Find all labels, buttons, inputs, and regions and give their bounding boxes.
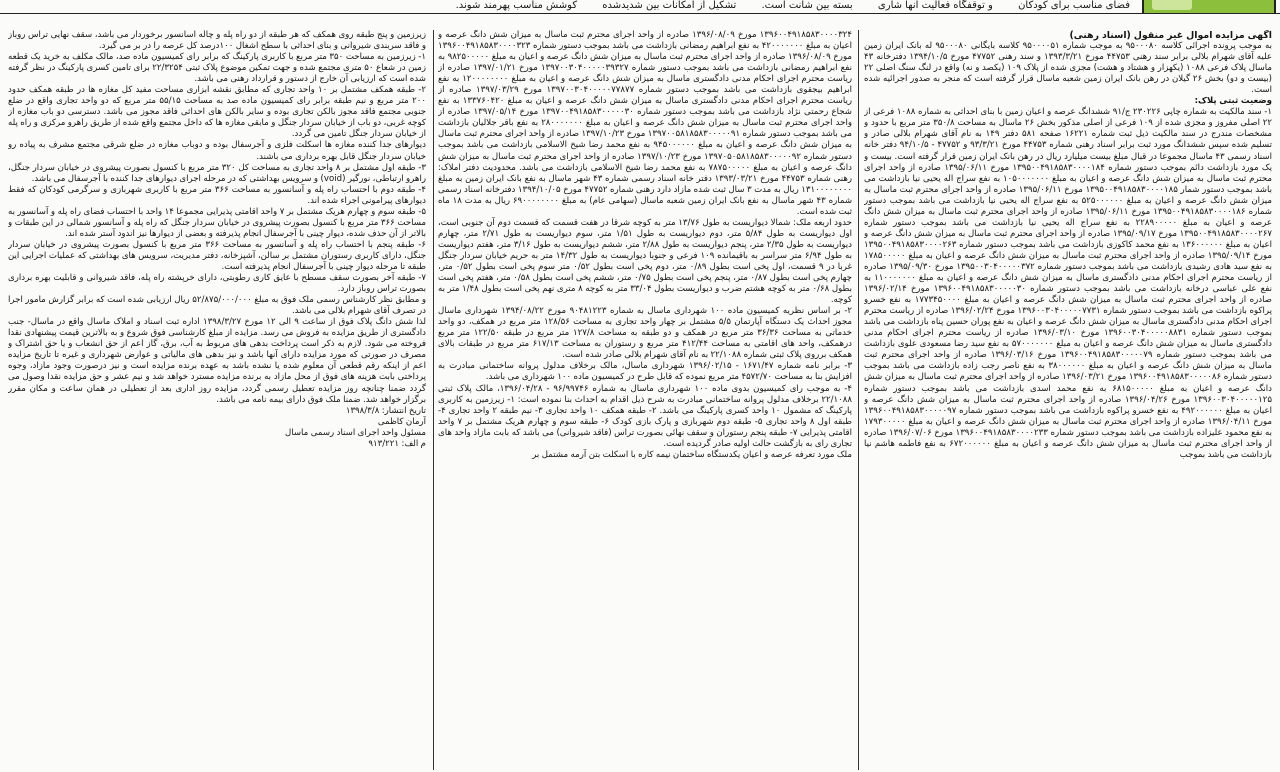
article-columns xyxy=(8,30,1272,770)
paragraph: ملک مورد تعرفه عرصه و اعیان یکدستگاه ساختمان نیمه کاره با اسکلت بتن آرمه مشتمل بر xyxy=(532,449,852,460)
newspaper-logo-icon xyxy=(1142,0,1276,14)
header-fragment: کوشش مناسب پهرمند شوند. xyxy=(455,0,578,11)
header-fragment: بسته بین شانت است. xyxy=(761,0,853,11)
paragraph: ۲- بر اساس نظریه کمیسیون ماده ۱۰۰ شهرداری ماسال به شماره ۹۰۴۸۱۲۲۳ مورخ ۱۳۹۴/۰۸/۲۲ شهرداری ماسال مجوز احداث یک دستگاه آپارتمان ۵/۵ مشتمل بر چهار واحد تجاری به مساحت ۱۲۸/۵۶ متر مربع در همکف، دو واحد خدماتی به مساحت ۳۶/۳۶ متر مربع در همکف و دو طبقه به مساحت ۱۲۷/۸ متر مربع در طبقه ۱۲۲/۵۰ متر مربع درهمکف، واحد های اقامتی به مساحت ۴۱۲/۴۴ متر مربع و رستوران به مساحت ۶۱۷/۱۳ متر مربع در طبقات بالای همکف برروی پلاک ثبتی شماره ۲۲/۱۰۸۸ به نام آقای شهرام بلالی صادر شده است. xyxy=(438,306,852,361)
header-text-line xyxy=(434,0,1130,12)
section-heading: وضعیت ثبتی پلاک: xyxy=(1194,96,1272,107)
paragraph: دیوارهای جدا کننده مغازه ها اسکلت فلزی و آجرسفال بوده و دوباب مغازه در ضلع شرقی مجتمع مشرف به پیاده رو خیابان سردار جنگل قابل بهره برداری می باشند. xyxy=(8,140,426,162)
paragraph: زیرزمین و پنج طبقه روی همکف که هر طبقه از دو راه پله و چاله آسانسور برخوردار می باشد، سقف نهایی تراس روباز و فاقد سربندی شیروانی و بنای احداثی با سطح اشغال ۱۰۰درصد کل عرصه را در بر می گیرد. xyxy=(8,30,426,52)
paragraph: به موجب پرونده اجرائی کلاسه ۹۵۰۰۰۸۰ به موجب شماره ۹۵۰۰۰۰۵۱ کلاسه بایگانی ۹۵۰۰۰۸۰ له بانک ایران زمین علیه آقای شهرام بلالی برابر سند رهنی ۴۴۷۵۳ مورخ ۱۳۹۳/۳/۲۱ و سند رهنی ۴۷۷۵۲ مورخ ۱۳۹۴/۱۰/۵ دفترخانه ۴۳ ماسال پلاک فرعی ۱۰۸۸ (یکهزار و هشتاد و هشت) مجزی شده از پلاک ۱۰۹ (یکصد و نه) واقع در لنگ سنگ اصلی ۲۲ (بیست و دو) بخش ۲۶ گیلان در رهن بانک ایران زمین شعبه ماسال قرار گرفته است که منجر به صدور اجرائیه شده است. xyxy=(864,41,1272,96)
paragraph: و مطابق نظر کارشناس رسمی ملک فوق به مبلغ ۵۲/۸۷۵/۰۰۰/۰۰۰ ریال ارزیابی شده است که برابر گزارش مامور اجرا در تصرف آقای شهرام بلالی می باشد. xyxy=(8,295,426,317)
column-right xyxy=(864,30,1272,770)
notice-title: آگهی مزایده اموال غیر منقول (اسناد رهنی) xyxy=(1069,30,1272,41)
header-fragment: تشکیل از امکانات بین شدیدشده xyxy=(602,0,737,11)
signatory-title: مسئول واحد اجرای اسناد رسمی ماسال xyxy=(284,427,426,438)
reference-code: م الف: ۹۱۳/۲۲۱ xyxy=(368,438,426,449)
paragraph: حدود اربعه ملک: شمالا دیواریست به طول ۱۳/۷۶ متر به کوچه شرقا در هفت قسمت که قسمت دوم آن جنوبی است، اول دیواریست به طول ۵/۸۴ متر، دوم دیواریست به طول ۱/۵۱ متر، سوم دیواریست به طول ۲/۷۱ متر، چهارم دیواریست به طول ۲/۳۵ متر، پنجم دیواریست به طول ۲/۸۸ متر، ششم دیواریست به طول ۳/۱۶ متر، هفتم دیواریست به طول ۶/۹۴ متر سراسر به باقیمانده ۱۰۹ فرعی و جنوبا دیواریست به طول ۱۴/۳۲ متر به حریم خیابان سردار جنگل غربا در ۹ قسمت، اول پخی است بطول ۰/۸۹ متر، دوم پخی است بطول ۰/۵۲ متر سوم پخی است بطول ۰/۵۲ متر، چهارم پخی است بطول ۰/۸۷ متر، پنجم پخی است بطول ۰/۷۵ متر، ششم پخی است بطول ۰/۵۸ متر، هفتم پخی است بطول ۰/۶۸ متر به کوچه هشتم ضرب و دیواریست بطول ۳۳/۰۴ متر به کوچه ۸ متری نهم پخی است بطول ۱/۴۸ متر به کوچه. xyxy=(438,217,852,306)
column-middle xyxy=(438,30,852,770)
top-header-strip xyxy=(0,0,1280,14)
paragraph: ۶- طبقه پنجم با احتساب راه پله و آسانسور به مساحت ۳۶۶ متر مربع با کنسول بصورت پیشروی در خیابان سردار جنگل، دارای کاربری رستوران مشتمل بر سالن، آشپزخانه، دفتر مدیریت، سرویس های بهداشتی که عملیات اجرایی این طبقه تا مرحله دیوار چینی با آجرسفال انجام پذیرفته است. xyxy=(8,239,426,272)
header-fragment: فضای مناسب برای کودکان xyxy=(1018,0,1130,11)
paragraph: ۱- زیرزمین به مساحت ۳۵۰ متر مربع با کاربری پارکینگ که برابر رای کمیسیون ماده صد، مالک مکلف به خرید یک قطعه زمین در شعاع ۵۰ متری مجتمع شده و جهت تمکین موضوع پلاک ثبتی ۲۲/۳۲۵۴ برای تامین کسری پارکینگ در نظر گرفته شده است که ارزیابی آن خارج از دستور و قرارداد رهنی می باشد. xyxy=(8,52,426,85)
paragraph: ۵- طبقه سوم و چهارم هریک مشتمل بر ۷ واحد اقامتی پذیرایی مجموعا ۱۴ واحد با احتساب فضای راه پله و آسانسور به مساحت ۳۶۶ متر مربع با کنسول بصورت پیشروی در خیابان سردار جنگل که راه پله و آسانسور شمالی در این طبقات و بالاتر از آن حذف شده، دیوار چینی با آجرسفال انجام پذیرفته و بعضی از دیوارها نیز اندود آستر شده اند. xyxy=(8,206,426,239)
paragraph: ۴- طبقه دوم با احتساب راه پله و آسانسور به مساحت ۳۶۶ متر مربع با کاربری شهربازی و سرگرمی کودکان که فقط دیوارهای پیرامونی اجراء شده اند. xyxy=(8,184,426,206)
paragraph: لذا شش دانگ پلاک فوق از ساعت ۹ الی ۱۲ مورخ ۱۳۹۸/۳/۲۷ اداره ثبت اسناد و املاک ماسال واقع در ماسال- جنب دادگستری از طریق مزایده به فروش می رسد. مزایده از مبلغ کارشناسی فوق شروع و به بالاترین قیمت پیشنهادی نقدا فروخته می شود. لازم به ذکر است پرداخت بدهی های مربوط به آب، برق، گاز اعم از حق انشعاب و یا حق اشتراک و مصرف در صورتی که مورد مزایده دارای آنها باشد و نیز بدهی های مالیاتی و عوارض شهرداری و غیره تا تاریخ مزایده اعم از اینکه رقم قطعی آن معلوم شده یا نشده باشد به عهده برنده مزایده است و نیز درصورت وجود مازاد، وجوه پرداختی بابت هزینه های فوق از محل مازاد به برنده مزایده مسترد خواهد شد و نیم عشر و حق مزایده نقدا وصول می گردد ضمنا چنانچه روز مزایده تعطیل رسمی گردد، مزایده روز اداری بعد از تعطیلی در همان ساعت و مکان مقرر برگزار خواهد شد. ضمنا ملک فوق دارای بیمه نامه می باشد. xyxy=(8,317,426,405)
column-left xyxy=(8,30,426,770)
paragraph: ۳- طبقه اول مشتمل بر ۸ واحد تجاری به مساحت کل ۳۲۰ متر مربع با کنسول بصورت پیشروی در خیابان سردار جنگل، راهرو ارتباطی، نورگیر (void) و سرویس بهداشتی که در مرحله اجرای دیوارهای جدا کننده با آجرسفال می باشد. xyxy=(8,162,426,184)
paragraph: ۱- سند مالکیت به شماره چاپی ۲۳۰۲۲۶ ج/۹۱ ششدانگ عرصه و اعیان زمین با بنای احداثی به شماره ۱۰۸۸ فرعی از ۲۲ اصلی مفروز و مجزی شده از ۱۰۹ فرعی از اصلی مذکور بخش ۲۶ ماسال به مساحت ۳۵۰/۸ متر مربع با حدود و مشخصات مندرج در سند مالکیت ذیل ثبت شماره ۱۶۲۲۱ صفحه ۵۸۱ دفتر ۱۴۹ به نام آقای شهرام بلالی صادر و تسلیم شده سپس ششدانگ مورد ثبت برابر اسناد رهنی شماره ۴۴۷۵۳ مورخ ۹۳/۳/۲۱ و ۴۷۷۵۲ - ۹۴/۱۰/۵ دفتر خانه اسناد رسمی ۴۳ ماسال مجموعا در قبال مبلغ بیست میلیارد ریال در رهن بانک ایران زمین قرار گرفته است. بیست و یک مورد بازداشت دائم بموجب دستور شماره ۱۳۹۵۰۰۴۹۱۸۵۸۳۰۰۰۰۱۸۴ مورخ ۱۳۹۵/۰۶/۱۱ صادره از واحد اجرای محترم ثبت ماسال به میزان شش دانگ عرصه و اعیان به مبلغ ۱۰۵۰۰۰۰۰۰۰ به نفع سراج اله یحیی نیا بازداشت می باشد بموجب دستور شمار ۱۳۹۵۰۰۴۹۱۸۵۸۳۰۰۰۰۱۸۵ مورخ ۱۳۹۵/۰۶/۱۱ صادره از واحد اجرای محترم ثبت ماسال به میزان شش دانگ عرصه و اعیان به مبلغ ۵۲۵۰۰۰۰۰۰ به نفع سراج اله یحیی نیا بازداشت می باشد بموجب دستور شماره ۱۳۹۵۰۰۴۹۱۸۵۸۳۰۰۰۰۱۸۶ مورخ ۱۳۹۵/۰۶/۱۱ صادره از واحد اجرای محترم ثبت ماسال به میزان شش دانگ عرصه و اعیان به مبلغ ۲۲۸۹۰۰۰۰۰ به نفع سراج اله یحیی نیا بازداشت می باشد بموجب دستور شماره ۱۳۹۵۰۰۴۹۱۸۵۸۳۰۰۰۰۲۶۷ مورخ ۱۳۹۵/۰۹/۱۷ صادره از واحد اجرای محترم ثبت ماسال به میزان شش دانگ عرصه و اعیان به مبلغ ۱۳۶۰۰۰۰۰۰ به نفع محمد کاکوزی بازداشت می باشد بموجب دستور شماره ۱۳۹۵۰۰۴۹۱۸۵۸۳۰۰۰۰۲۶۳ مورخ ۱۳۹۵/۰۹/۱۴ صادره از واحد اجرای محترم ثبت ماسال به میزان شش دانگ عرصه و اعیان به مبلغ ۱۷۸۵۰۰۰۰۰ به نفع سید هادی رشیدی بازداشت می باشد بموجب دستور شماره ۱۳۹۵۰۰۳۰۴۰۰۰۰۰۳۷۲ مورخ ۱۳۹۵/۰۹/۳۰ صادره از ریاست محترم اجرای احکام مدنی دادگستری ماسال به میزان شش دانگ عرصه و اعیان به مبلغ ۱۱۰۰۰۰۰۰۰ به نفع علی عباسی درخانه بازداشت می باشد بموجب دستور شماره ۱۳۹۶۰۰۴۹۱۸۵۸۳۰۰۰۰۰۳۰ مورخ ۱۳۹۶/۰۲/۱۴ صادره از واحد اجرای محترم ثبت ماسال به میزان شش دانگ عرصه و اعیان به مبلغ ۱۷۷۳۴۵۰۰۰۰ به نفع خسرو پراکوه بازداشت می باشد بموجب دستور شماره ۱۳۹۶۰۰۳۰۴۰۰۰۰۰۷۷۳۱ مورخ ۱۳۹۶/۰۲/۲۴ صادره از ریاست محترم اجرای احکام مدنی دادگستری ماسال به میزان شش دانگ عرصه و اعیان به نفع پوران حسین پناه بازداشت می باشد بموجب دستور شماره ۱۳۹۶۰۰۳۰۴۰۰۰۰۰۸۸۳۱ مورخ ۱۳۹۶/۰۳/۱۰ صادره از ریاست محترم اجرای احکام مدنی دادگستری ماسال به میزان شش دانگ عرصه و اعیان به مبلغ ۵۷۰۰۰۰۰۰۰ به نفع سید رضا مسعودی علوی بازداشت می باشد بموجب دستور شماره ۱۳۹۶۰۰۴۹۱۸۵۸۳۰۰۰۰۰۷۹ مورخ ۱۳۹۶/۰۳/۱۶ صادره از واحد اجرای محترم ثبت ماسال به میزان شش دانگ عرصه و اعیان به مبلغ ۳۸۰۰۰۰۰۰ به نفع ناصر رجب زاده بازداشت می باشد بموجب دستور شماره ۱۳۹۶۰۰۴۹۱۸۵۸۳۰۰۰۰۰۸۶ مورخ ۱۳۹۶/۰۳/۲۱ صادره از واحد اجرای محترم ثبت ماسال به میزان شش دانگ عرصه و اعیان به مبلغ ۶۸۱۵۰۰۰۰۰ به نفع محمد اسدی بازداشت می باشد بموجب دستور شماره ۱۳۹۶۰۰۳۰۴۰۰۰۰۰۱۲۵ مورخ ۱۳۹۶/۰۴/۲۶ صادره از واحد اجرای محترم ثبت ماسال به میزان شش دانگ عرصه و اعیان به مبلغ ۴۹۲۰۰۰۰۰۰ به نفع خسرو پراکوه بازداشت می باشد بموجب دستور شماره ۱۳۹۶۰۰۴۹۱۸۵۸۳۰۰۰۰۰۹۷ مورخ ۱۳۹۶/۰۴/۱۱ صادره از واحد اجرای محترم ثبت ماسال به میزان شش دانگ عرصه و اعیان به مبلغ ۱۷۹۳۰۰۰۰۰ به نفع محمود علیزاده بازداشت می باشد بموجب دستور شماره ۱۳۹۶۰۰۴۹۱۸۵۸۳۰۰۰۰۲۳۳ مورخ ۱۳۹۶/۰۷/۰۶ صادره از واحد اجرای محترم ثبت ماسال به میزان شش دانگ عرصه و اعیان به مبلغ ۶۷۲۰۰۰۰۰۰ به نفع فاطمه هاشم نیا بازداشت می باشد بموجب xyxy=(864,107,1272,460)
paragraph: ۷- طبقه آخر بصورت سقف مسطح با عایق کاری رطوبتی، دارای خرپشته راه پله، فاقد شیروانی و قابلیت بهره برداری بصورت تراس روباز دارد. xyxy=(8,273,426,295)
paragraph: ۲- طبقه همکف مشتمل بر ۱۰ واحد تجاری که مطابق نقشه ابزاری مساحت مفید کل مغازه ها در طبقه همکف حدود ۲۰۰ متر مربع و نیم طبقه برابر رای کمیسیون ماده صد به مساحت ۵۵/۱۵ متر مربع که دو واحد تجاری واقع در ضلع جنوبی مجتمع فاقد مجوز بالکن تجاری بوده و سایر بالکن های احداثی فاقد مجوز می باشد. دسترسی دو باب مغازه از کوچه غربی، دو باب از خیابان سردار جنگل و مابقی مغازه ها که داخل مجتمع واقع شده از طریق راهرو مرکزی و راه پله از خیابان سردار جنگل تامین می گردد. xyxy=(8,85,426,140)
paragraph: ۴- به موجب رای کمیسیون بدوی ماده ۱۰۰ شهرداری ماسال به شماره ۹۶/۹۹۷۴۶ - ۱۳۹۶/۰۴/۲۸، مالک پلاک ثبتی ۲۲/۱۰۸۸ برخلاف مدلول پروانه ساختمانی مبادرت به شرح ذیل اقدام به احداث بنا نموده است: ۱- زیرزمین به کاربری پارکینگ که مشمول ۱۰ واحد کسری پارکینگ می باشد. ۲- طبقه همکف ۱۰ واحد تجاری ۳- نیم طبقه ۲ واحد تجاری ۴- طبقه اول ۸ واحد تجاری ۵- طبقه دوم شهربازی و پارک بازی کودک ۶- طبقه سوم و چهارم هریک مشتمل بر ۷ واحد اقامتی پذیرایی ۷- طبقه پنجم رستوران و سقف نهائی بصورت تراس (فاقد شیروانی) می باشد که بابت مازاد واحد های تجاری رای به بازگشت حالت اولیه صادر گردیده است. xyxy=(438,383,852,449)
paragraph: ۱۳۹۶۰۰۴۹۱۸۵۸۳۰۰۰۰۳۲۴ مورخ ۱۳۹۶/۰۸/۰۹ صادره از واحد اجرای محترم ثبت ماسال به میزان شش دانگ عرصه و اعیان به مبلغ ۴۲۰۰۰۰۰۰۰ به نفع ابراهیم رمضانی بازداشت می باشد بموجب دستور شماره ۱۳۹۶۰۰۴۹۱۸۵۸۳۰۰۰۰۳۲۳ مورخ ۱۳۹۶/۰۸/۰۹ صادره از واحد اجرای محترم ثبت ماسال به میزان شش دانگ عرصه و اعیان به مبلغ ۹۸۲۵۰۰۰۰۰ به نفع ابراهیم رمضانی بازداشت می باشد بموجب دستور شماره ۱۳۹۷۰۰۳۰۴۰۰۰۰۰۳۹۳۲۷ مورخ ۱۳۹۷/۰۱/۲۱ صادره از ریاست محترم اجرای احکام مدنی دادگستری ماسال به میزان شش دانگ عرصه و اعیان به مبلغ ۱۲۰۰۰۰۰۰۰۰ به نفع ابراهیم بیجقوی بازداشت می باشد بموجب دستور شماره ۱۳۹۷۰۰۳۰۴۰۰۰۰۰۷۷۸۷۷ مورخ ۱۳۹۷/۰۳/۲۹ صادره از ریاست محترم اجرای احکام مدنی دادگستری ماسال به میزان شش دانگ عرصه و اعیان به مبلغ ۱۳۳۷۶۰۴۲۰ به نفع شجاع رحمتی نژاد بازداشت می باشد بموجب دستور شماره ۱۳۹۷۰۰۴۹۱۸۵۸۳۰۰۰۰۰۳۰ مورخ ۱۳۹۷/۰۵/۱۴ صادره از واحد اجرای محترم ثبت ماسال به میزان شش دانگ عرصه و اعیان به مبلغ ۲۸۰۰۰۰۰۰۰ به نفع باقر جلالیان بازداشت می باشد بموجب دستور شماره ۱۳۹۷۰۰۵۸۱۸۵۸۳۰۰۰۰۰۹۱ مورخ ۱۳۹۷/۱۰/۲۳ صادره از واحد اجرای محترم ثبت ماسال به میزان شش دانگ عرصه و اعیان به مبلغ ۹۴۵۰۰۰۰۰۰ به نفع محمد رضا شیخ الاسلامی بازداشت می باشد بموجب دستور شماره ۱۳۹۷۰۵۰۵۸۱۸۵۸۳۰۰۰۰۰۹۲ مورخ ۱۳۹۷/۱۰/۲۳ صادره از واحد اجرای محترم ثبت ماسال به میزان شش دانگ عرصه و اعیان به مبلغ ۷۸۷۵۰۰۰۰۰ به نفع محمد رضا شیخ الاسلامی بازداشت می باشد. محدودیت دفتر املاک: رهنی شماره ۴۴۷۵۳ مورخ ۱۳۹۳/۰۳/۲۱ دفتر خانه اسناد رسمی شماره ۴۳ شهر ماسال به نفع بانک ایران زمین به مبلغ ۱۳۱۰۰۰۰۰۰۰۰ ریال به مدت ۳ سال ثبت شده مازاد دارد رهنی شماره ۴۷۷۵۲ مورخ ۱۳۹۴/۱۰/۰۵ دفترخانه اسناد رسمی شماره ۴۳ شهر ماسال به نفع بانک ایران زمین شعبه ماسال (سهامی عام) به مبلغ ۶۹۰۰۰۰۰۰۰۰ ریال به مدت ۱۸ ماه ثبت شده است. xyxy=(438,30,852,217)
signatory-name: آرمان کاظمی xyxy=(377,416,426,427)
publish-date: تاریخ انتشار: ۱۳۹۸/۳/۸ xyxy=(345,405,426,416)
header-fragment: و توقفگاه فعالیت آنها شاری xyxy=(877,0,993,11)
paragraph: ۳- برابر نامه شماره ۱۶۷۱/۴۷ - ۱۳۹۶/۰۲/۱۵ شهرداری ماسال، مالک برخلاف مدلول پروانه ساختمانی مبادرت به افزایش بنا به مساحت ۴۵۷۲/۷۰ متر مربع نموده که قابل طرح در کمیسیون ماده ۱۰۰ شهرداری می باشد. xyxy=(438,361,852,383)
